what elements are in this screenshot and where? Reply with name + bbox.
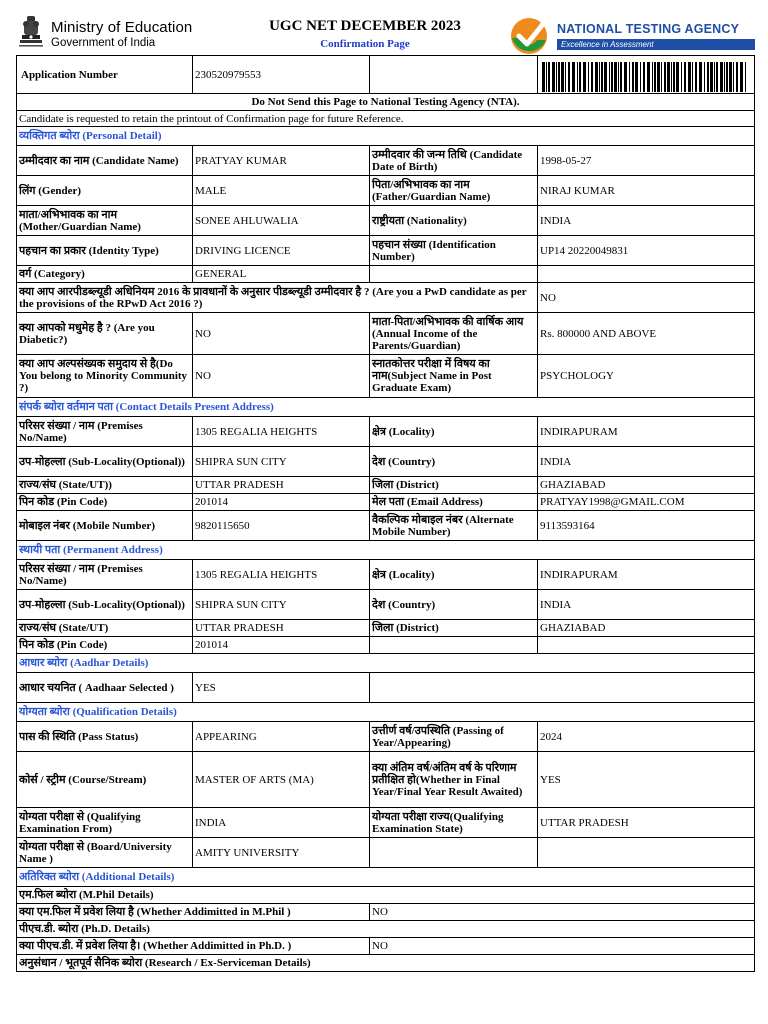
permanent-locality-label: क्षेत्र (Locality) [370,560,538,590]
result-awaited-label: क्या अंतिम वर्ष/अंतिम वर्ष के परिणाम प्रतीक्षित हो(Whether in Final Year/Final Year Result Awaited) [370,752,538,808]
national-emblem-icon [14,14,48,52]
annual-income: Rs. 800000 AND ABOVE [538,313,755,355]
annual-income-label: माता-पिता/अभिभावक की वार्षिक आय (Annual Income of the Parents/Guardian) [370,313,538,355]
nta-logo-icon [507,16,553,56]
locality-label: क्षेत्र (Locality) [370,417,538,447]
pwd-label: क्या आप आरपीडब्ल्यूडी अधिनियम 2016 के प्रावधानों के अनुसार पीडब्ल्यूडी उम्मीदवार है ? (Are you a PwD candidate as per the provisions of the RPwD Act 2016 ?) [17,283,538,313]
permanent-premises-label: परिसर संख्या / नाम (Premises No/Name) [17,560,193,590]
research-ex-serviceman-heading: अनुसंधान / भूतपूर्व सैनिक ब्योरा (Research / Ex-Serviceman Details) [17,955,755,972]
exam-title: UGC NET DECEMBER 2023 [269,18,461,34]
phd-admitted-value: NO [370,938,755,955]
father-name-label: पिता/अभिभावक का नाम (Father/Guardian Name) [370,176,538,206]
gender-label: लिंग (Gender) [17,176,193,206]
pg-subject-label: स्नातकोत्तर परीक्षा में विषय का नाम(Subject Name in Post Graduate Exam) [370,355,538,398]
course-value: MASTER OF ARTS (MA) [193,752,370,808]
board-university-value: AMITY UNIVERSITY [193,838,370,868]
permanent-pin-code-value: 201014 [193,637,370,654]
alternate-mobile-value: 9113593164 [538,511,755,541]
candidate-name-label: उम्मीदवार का नाम (Candidate Name) [17,146,193,176]
empty-cell [370,266,538,283]
application-number: 230520979553 [193,56,370,94]
qualifying-exam-state-value: UTTAR PRADESH [538,808,755,838]
application-number-label: Application Number [17,56,193,94]
category-value: GENERAL [193,266,370,283]
aadhaar-selected-label: आधार चयनित ( Aadhaar Selected ) [17,673,193,703]
barcode-icon [540,62,750,92]
permanent-premises-value: 1305 REGALIA HEIGHTS [193,560,370,590]
minority-value: NO [193,355,370,398]
pwd-value: NO [538,283,755,313]
country-value: INDIA [538,447,755,477]
permanent-country-label: देश (Country) [370,590,538,620]
page-name: Confirmation Page [320,38,410,50]
empty-cell [538,838,755,868]
agency-name: NATIONAL TESTING AGENCY [557,22,740,36]
qualifying-exam-state-label: योग्यता परीक्षा राज्य(Qualifying Examination State) [370,808,538,838]
ministry-title: Ministry of Education [51,19,193,36]
barcode-cell [538,56,755,94]
email-label: मेल पता (Email Address) [370,494,538,511]
identification-number-label: पहचान संख्या (Identification Number) [370,236,538,266]
empty-cell [370,838,538,868]
father-name: NIRAJ KUMAR [538,176,755,206]
permanent-locality-value: INDIRAPURAM [538,560,755,590]
pass-status-value: APPEARING [193,722,370,752]
qualifying-exam-from-value: INDIA [193,808,370,838]
phd-admitted-label: क्या पीएच.डी. में प्रवेश लिया है। (Whether Addimitted in Ph.D. ) [17,938,370,955]
mobile-label: मोबाइल नंबर (Mobile Number) [17,511,193,541]
sub-locality-value: SHIPRA SUN CITY [193,447,370,477]
sub-locality-label: उप-मोहल्ला (Sub-Locality(Optional)) [17,447,193,477]
government-subtitle: Government of India [51,37,156,49]
do-not-send-notice: Do Not Send this Page to National Testing Agency (NTA). [17,94,755,111]
ministry-block [14,14,214,54]
mobile-value: 9820115650 [193,511,370,541]
board-university-label: योग्यता परीक्षा से (Board/University Name ) [17,838,193,868]
permanent-sub-locality-label: उप-मोहल्ला (Sub-Locality(Optional)) [17,590,193,620]
passing-year-value: 2024 [538,722,755,752]
identity-type: DRIVING LICENCE [193,236,370,266]
section-additional-details: अतिरिक्त ब्योरा (Additional Details) [17,868,755,887]
district-label: जिला (District) [370,477,538,494]
district-value: GHAZIABAD [538,477,755,494]
pass-status-label: पास की स्थिति (Pass Status) [17,722,193,752]
minority-label: क्या आप अल्पसंख्यक समुदाय से है(Do You belong to Minority Community ?) [17,355,193,398]
country-label: देश (Country) [370,447,538,477]
dob-label: उम्मीदवार की जन्म तिथि (Candidate Date of Birth) [370,146,538,176]
permanent-pin-code-label: पिन कोड (Pin Code) [17,637,193,654]
section-qualification-details: योग्यता ब्योरा (Qualification Details) [17,703,755,722]
section-aadhar-details: आधार ब्योरा (Aadhar Details) [17,654,755,673]
agency-tagline: Excellence in Assessment [557,39,755,50]
passing-year-label: उत्तीर्ण वर्ष/उपस्थिति (Passing of Year/Appearing) [370,722,538,752]
nationality-label: राष्ट्रीयता (Nationality) [370,206,538,236]
result-awaited-value: YES [538,752,755,808]
application-row [17,56,755,94]
mphil-admitted-value: NO [370,904,755,921]
nationality-value: INDIA [538,206,755,236]
course-label: कोर्स / स्ट्रीम (Course/Stream) [17,752,193,808]
permanent-sub-locality-value: SHIPRA SUN CITY [193,590,370,620]
empty-cell [370,637,538,654]
diabetic-value: NO [193,313,370,355]
empty-cell [370,56,538,94]
empty-cell [538,266,755,283]
category-label: वर्ग (Category) [17,266,193,283]
diabetic-label: क्या आपको मधुमेह है ? (Are you Diabetic?) [17,313,193,355]
identification-number: UP14 20220049831 [538,236,755,266]
permanent-state-label: राज्य/संघ (State/UT) [17,620,193,637]
retain-note: Candidate is requested to retain the printout of Confirmation page for future Reference. [17,111,755,127]
permanent-country-value: INDIA [538,590,755,620]
state-value: UTTAR PRADESH [193,477,370,494]
mother-name: SONEE AHLUWALIA [193,206,370,236]
permanent-state-value: UTTAR PRADESH [193,620,370,637]
confirmation-table [16,55,755,972]
pin-code-label: पिन कोड (Pin Code) [17,494,193,511]
dob-value: 1998-05-27 [538,146,755,176]
section-present-address: संपर्क ब्योरा वर्तमान पता (Contact Details Present Address) [17,398,755,417]
mphil-details-heading: एम.फिल ब्योरा (M.Phil Details) [17,887,755,904]
gender-value: MALE [193,176,370,206]
pg-subject: PSYCHOLOGY [538,355,755,398]
state-label: राज्य/संघ (State/UT)) [17,477,193,494]
page-header [0,0,768,55]
alternate-mobile-label: वैकल्पिक मोबाइल नंबर (Alternate Mobile Number) [370,511,538,541]
mother-name-label: माता/अभिभावक का नाम (Mother/Guardian Name) [17,206,193,236]
empty-cell [370,673,755,703]
permanent-district-value: GHAZIABAD [538,620,755,637]
email-value: PRATYAY1998@GMAIL.COM [538,494,755,511]
mphil-admitted-label: क्या एम.फिल में प्रवेश लिया है (Whether Addimitted in M.Phil ) [17,904,370,921]
section-personal-detail: व्यक्तिगत ब्योरा (Personal Detail) [17,127,755,146]
candidate-name: PRATYAY KUMAR [193,146,370,176]
premises-value: 1305 REGALIA HEIGHTS [193,417,370,447]
phd-details-heading: पीएच.डी. ब्योरा (Ph.D. Details) [17,921,755,938]
section-permanent-address: स्थायी पता (Permanent Address) [17,541,755,560]
empty-cell [538,637,755,654]
nta-block [507,16,757,56]
qualifying-exam-from-label: योग्यता परीक्षा से (Qualifying Examination From) [17,808,193,838]
identity-type-label: पहचान का प्रकार (Identity Type) [17,236,193,266]
aadhaar-selected-value: YES [193,673,370,703]
premises-label: परिसर संख्या / नाम (Premises No/Name) [17,417,193,447]
pin-code-value: 201014 [193,494,370,511]
permanent-district-label: जिला (District) [370,620,538,637]
locality-value: INDIRAPURAM [538,417,755,447]
